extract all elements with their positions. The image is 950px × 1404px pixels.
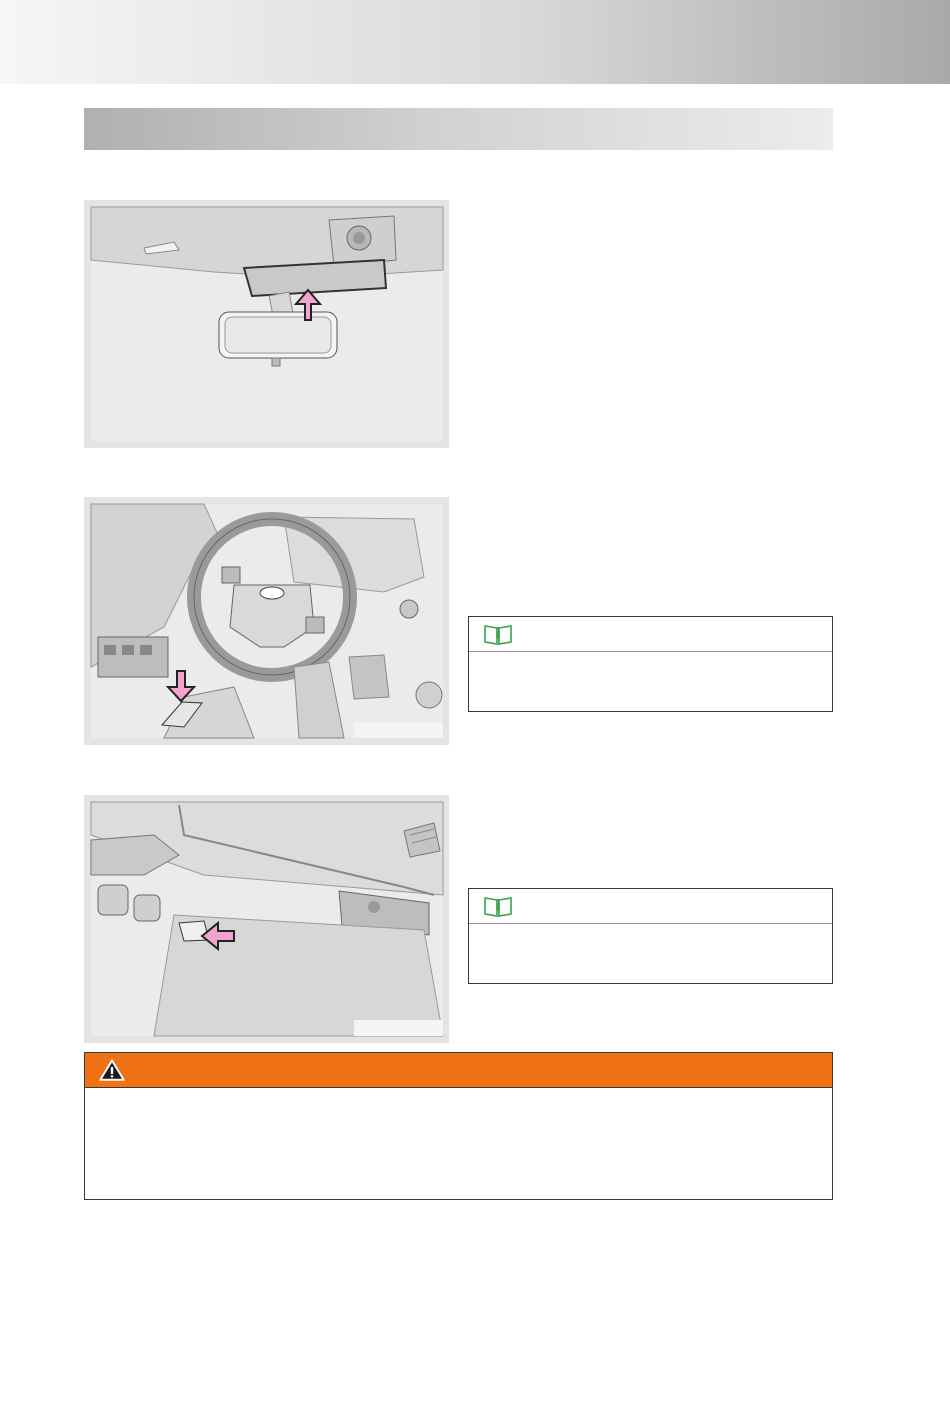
- page-header-band: [0, 0, 950, 84]
- warning-triangle-icon: [99, 1058, 125, 1082]
- note-box-header: [469, 617, 832, 652]
- figure-glovebox: [84, 795, 449, 1043]
- warning-header: [85, 1053, 832, 1088]
- figure-overhead-console: [84, 200, 449, 448]
- note-box-header: [469, 889, 832, 924]
- book-info-icon: [483, 895, 513, 917]
- driver-footwell-illustration: [84, 497, 449, 745]
- note-box-1: [468, 616, 833, 712]
- book-info-icon: [483, 623, 513, 645]
- figure-driver-footwell: [84, 497, 449, 745]
- glovebox-illustration: [84, 795, 449, 1043]
- warning-box: [84, 1052, 833, 1200]
- note-box-2: [468, 888, 833, 984]
- section-title-bar: [84, 108, 833, 150]
- overhead-console-illustration: [84, 200, 449, 448]
